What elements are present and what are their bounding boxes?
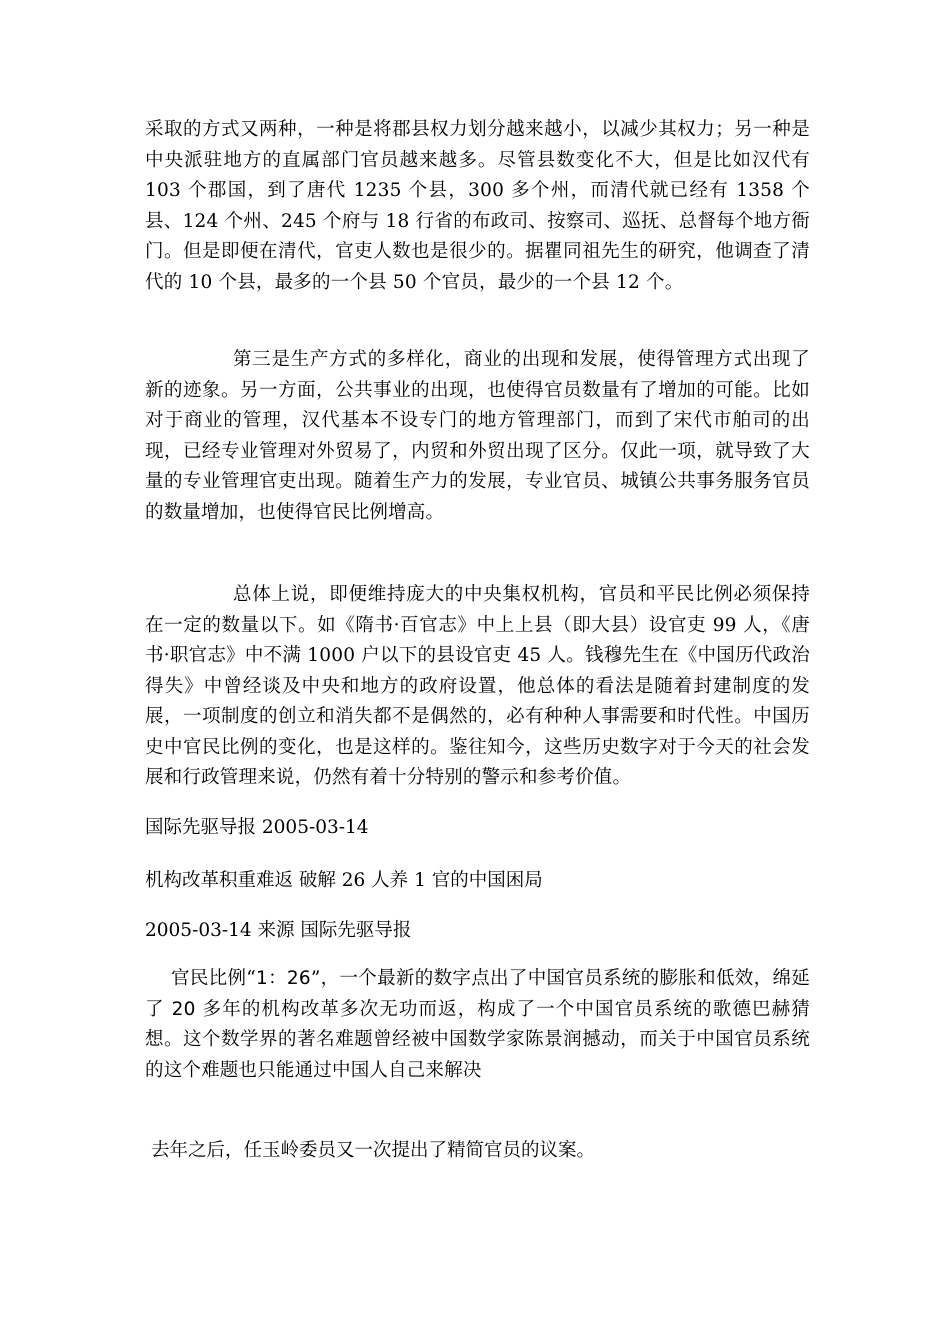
source-line: 国际先驱导报 2005-03-14 (145, 817, 369, 838)
paragraph-production-diversification: 第三是生产方式的多样化，商业的出现和发展，使得管理方式出现了新的迹象。另一方面，公共事业的出现，也使得官员数量有了增加的可能。比如对于商业的管理，汉代基本不设专门的地方管理部门，而到了宋代市舶司的出现，已经专业管理对外贸易了，内贸和外贸出现了区分。仅此一项，就导致了大量的专业管理官吏出现。随着生产力的发展，专业官员、城镇公共事务服务官员的数量增加，也使得官民比例增高。 (145, 349, 810, 523)
ratio-mid-text: ”，一个最新的数字点出了中国官员系统的膨胀和低效，绵延了 (145, 968, 810, 1020)
paragraph-last-year-proposal: 去年之后，任玉岭委员又一次提出了精简官员的议案。 (151, 1140, 596, 1161)
ratio-intro-text: 官民比例“ (171, 968, 256, 989)
date-source-line: 2005-03-14 来源 国际先驱导报 (145, 920, 412, 941)
paragraph-ratio-intro (145, 964, 810, 1086)
years-number: 20 (164, 998, 203, 1020)
ratio-value: 1：26 (255, 968, 311, 989)
paragraph-local-power: 采取的方式又两种，一种是将郡县权力划分越来越小，以减少其权力；另一种是中央派驻地方的直属部门官员越来越多。尽管县数变化不大，但是比如汉代有 103 个郡国，到了唐代 1235 个县，300 多个州，而清代就已经有 1358 个县、124 个州、245 个府与 18 行省的布政司、按察司、巡抚、总督每个地方衙门。但是即便在清代，官吏人数也是很少的。据瞿同祖先生的研究，他调查了清代的 10 个县，最多的一个县 50 个官员，最少的一个县 12 个。 (145, 119, 810, 293)
paragraph-overall-summary: 总体上说，即便维持庞大的中央集权机构，官员和平民比例必须保持在一定的数量以下。如《隋书·百官志》中上上县（即大县）设官吏 99 人，《唐书·职官志》中不满 1000 户以下的县设官吏 45 人。钱穆先生在《中国历代政治得失》中曾经谈及中央和地方的政府设置，他总体的看法是随着封建制度的发展，一项制度的创立和消失都不是偶然的，必有种种人事需要和时代性。中国历史中官民比例的变化，也是这样的。鉴往知今，这些历史数字对于今天的社会发展和行政管理来说，仍然有着十分特别的警示和参考价值。 (145, 584, 810, 788)
article-title: 机构改革积重难返 破解 26 人养 1 官的中国困局 (145, 870, 543, 891)
ratio-rest-text: 多年的机构改革多次无功而返，构成了一个中国官员系统的歌德巴赫猜想。这个数学界的著名难题曾经被中国数学家陈景润撼动，而关于中国官员系统的这个难题也只能通过中国人自己来解决 (145, 998, 810, 1081)
